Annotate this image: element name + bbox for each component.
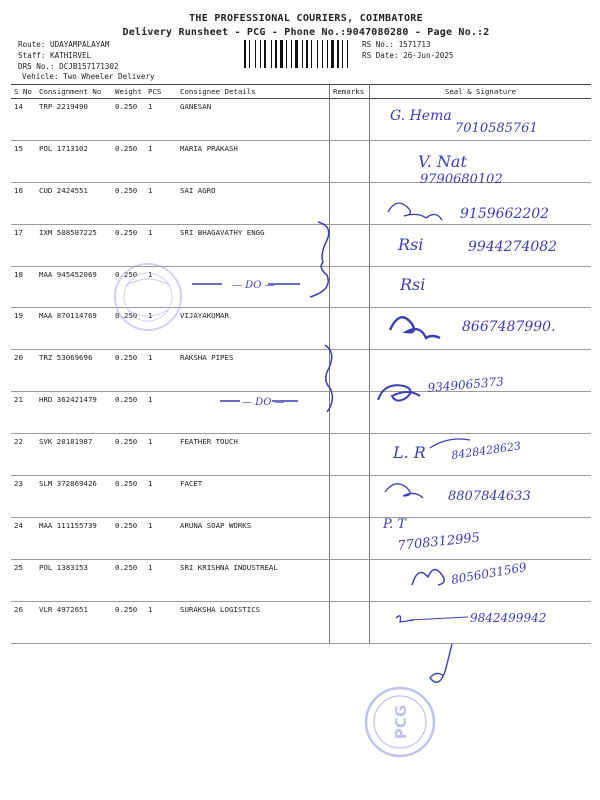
barcode-bar (317, 40, 318, 68)
weight-cell: 0.250 (112, 224, 145, 266)
barcode-bar (264, 40, 266, 68)
vehicle-label: Vehicle: Two Wheeler Delivery (22, 72, 155, 81)
consignee-cell (177, 266, 330, 308)
remarks-cell (330, 434, 370, 476)
consignment-cell: POL 1713102 (36, 140, 112, 182)
signature-cell (370, 434, 592, 476)
signature: Rsi (398, 235, 424, 254)
barcode-bar (271, 40, 272, 68)
column-header: PCS (145, 85, 177, 99)
consignee-cell: SAI AGRO (177, 182, 330, 224)
barcode-bar (255, 40, 256, 68)
sno-cell: 17 (11, 224, 36, 266)
signature-cell (370, 350, 592, 392)
pcs-cell: 1 (145, 266, 177, 308)
barcode-bar (249, 40, 250, 68)
phone-number: 9159662202 (460, 206, 550, 222)
signature-cell (370, 517, 592, 559)
sno-cell: 25 (11, 559, 36, 601)
consignee-cell: SRI KRISHNA INDUSTREAL (177, 559, 330, 601)
phone-number: 8056031569 (450, 559, 528, 587)
barcode-bar (331, 40, 334, 68)
consignment-cell: MAA 111155739 (36, 517, 112, 559)
rs-date: RS Date: 26-Jun-2025 (362, 51, 454, 60)
table-row (11, 99, 591, 141)
barcode-bar (311, 40, 312, 68)
pcs-cell: 1 (145, 99, 177, 141)
consignee-cell: RAKSHA PIPES (177, 350, 330, 392)
consignee-cell: FACET (177, 476, 330, 518)
signature: V. Nat (418, 152, 467, 171)
barcode-bar (302, 40, 303, 68)
consignment-cell: SLM 372869426 (36, 476, 112, 518)
route-label: Route: UDAYAMPALAYAM (18, 40, 110, 49)
pcs-cell: 1 (145, 559, 177, 601)
barcode-bar (306, 40, 308, 68)
pcs-cell: 1 (145, 517, 177, 559)
signature-cell (370, 559, 592, 601)
signature-cell (370, 476, 592, 518)
weight-cell: 0.250 (112, 99, 145, 141)
drs-number: DRS No.: DCJB157171302 (18, 62, 119, 71)
phone-number: 8667487990. (462, 319, 556, 335)
column-header: Seal & Signature (370, 85, 592, 99)
remarks-cell (330, 182, 370, 224)
column-header: Consignment No (36, 85, 112, 99)
consignment-cell: IXM 508587225 (36, 224, 112, 266)
table-row (11, 266, 591, 308)
remarks-cell (330, 99, 370, 141)
staff-label: Staff: KATHIRVEL (18, 51, 92, 60)
table-row (11, 476, 591, 518)
weight-cell: 0.250 (112, 476, 145, 518)
remarks-cell (330, 224, 370, 266)
column-header: Consignee Details (177, 85, 330, 99)
barcode-bar (295, 40, 298, 68)
weight-cell: 0.250 (112, 308, 145, 350)
barcode-bar (327, 40, 328, 68)
table-row (11, 601, 591, 643)
consignment-cell: VLR 4972651 (36, 601, 112, 643)
weight-cell: 0.250 (112, 601, 145, 643)
remarks-cell (330, 601, 370, 643)
table-header-row (11, 85, 591, 99)
signature-cell (370, 224, 592, 266)
consignee-cell: VIJAYAKUMAR (177, 308, 330, 350)
weight-cell: 0.250 (112, 559, 145, 601)
column-header: S No (11, 85, 36, 99)
barcode-bar (260, 40, 261, 68)
remarks-cell (330, 392, 370, 434)
column-header: Weight (112, 85, 145, 99)
phone-number: 9944274082 (468, 239, 558, 255)
table-row (11, 140, 591, 182)
signature-cell (370, 182, 592, 224)
barcode (244, 40, 356, 68)
table-row (11, 517, 591, 559)
ditto-mark: — DO — (242, 397, 285, 408)
signature: P. T (383, 517, 407, 532)
signature-cell (370, 308, 592, 350)
phone-number: 8428428623 (450, 439, 522, 462)
barcode-bar (244, 40, 246, 68)
signature-cell (370, 392, 592, 434)
table-row (11, 392, 591, 434)
barcode-bar (347, 40, 348, 68)
consignee-cell: GANESAN (177, 99, 330, 141)
pcs-cell: 1 (145, 308, 177, 350)
remarks-cell (330, 308, 370, 350)
weight-cell: 0.250 (112, 434, 145, 476)
weight-cell: 0.250 (112, 182, 145, 224)
consignment-cell: MAA 870114769 (36, 308, 112, 350)
consignment-cell: POL 1383153 (36, 559, 112, 601)
phone-number: 7010585761 (455, 121, 538, 136)
pcs-cell: 1 (145, 476, 177, 518)
table-row (11, 434, 591, 476)
consignee-cell: SRI BHAGAVATHY ENGG (177, 224, 330, 266)
consignment-cell: SVK 20181987 (36, 434, 112, 476)
sno-cell: 16 (11, 182, 36, 224)
consignee-cell (177, 392, 330, 434)
sno-cell: 18 (11, 266, 36, 308)
pcs-cell: 1 (145, 350, 177, 392)
signature-cell (370, 266, 592, 308)
table-row (11, 182, 591, 224)
signature-cell (370, 99, 592, 141)
sno-cell: 15 (11, 140, 36, 182)
remarks-cell (330, 559, 370, 601)
consignee-cell: SURAKSHA LOGISTICS (177, 601, 330, 643)
consignment-cell: CUD 2424551 (36, 182, 112, 224)
barcode-bar (275, 40, 277, 68)
sno-cell: 22 (11, 434, 36, 476)
runsheet-table (11, 84, 591, 644)
rs-number: RS No.: 1571713 (362, 40, 431, 49)
runsheet-subtitle: Delivery Runsheet - PCG - Phone No.:9047080280 - Page No.:2 (122, 27, 490, 38)
barcode-bar (322, 40, 323, 68)
barcode-bar (291, 40, 292, 68)
pcs-cell: 1 (145, 601, 177, 643)
phone-number: 9790680102 (420, 172, 503, 187)
svg-text:PCG: PCG (392, 704, 410, 740)
consignment-cell: HRD 362421479 (36, 392, 112, 434)
closing-signature (430, 644, 452, 682)
consignment-cell: MAA 945452069 (36, 266, 112, 308)
sno-cell: 14 (11, 99, 36, 141)
column-header: Remarks (330, 85, 370, 99)
remarks-cell (330, 476, 370, 518)
pcg-stamp (366, 688, 434, 756)
phone-number: 9842499942 (470, 611, 547, 625)
weight-cell: 0.250 (112, 350, 145, 392)
table-row (11, 224, 591, 266)
remarks-cell (330, 266, 370, 308)
consignment-cell: TRZ 53069696 (36, 350, 112, 392)
signature-cell (370, 140, 592, 182)
signature-cell (370, 601, 592, 643)
signature: G. Hema (390, 108, 452, 124)
sno-cell: 19 (11, 308, 36, 350)
remarks-cell (330, 140, 370, 182)
signature: L. R (393, 443, 426, 462)
signature: Rsi (400, 275, 426, 294)
phone-number: 9349065373 (427, 374, 505, 395)
phone-number: 7708312995 (396, 530, 481, 554)
barcode-bar (337, 40, 339, 68)
pcs-cell: 1 (145, 224, 177, 266)
pcs-cell: 1 (145, 140, 177, 182)
pcs-cell: 1 (145, 392, 177, 434)
weight-cell: 0.250 (112, 517, 145, 559)
sno-cell: 23 (11, 476, 36, 518)
company-title: THE PROFESSIONAL COURIERS, COIMBATORE (189, 13, 423, 24)
remarks-cell (330, 517, 370, 559)
table-row (11, 350, 591, 392)
weight-cell: 0.250 (112, 266, 145, 308)
barcode-bar (286, 40, 287, 68)
table-row (11, 308, 591, 350)
pcs-cell: 1 (145, 434, 177, 476)
consignment-cell: TRP 2219490 (36, 99, 112, 141)
barcode-bar (280, 40, 283, 68)
sno-cell: 26 (11, 601, 36, 643)
phone-number: 8807844633 (448, 489, 531, 504)
sno-cell: 24 (11, 517, 36, 559)
consignee-cell: ARUNA SOAP WORKS (177, 517, 330, 559)
consignee-cell: FEATHER TOUCH (177, 434, 330, 476)
remarks-cell (330, 350, 370, 392)
ditto-mark: — DO — (232, 280, 275, 291)
weight-cell: 0.250 (112, 392, 145, 434)
table-row (11, 559, 591, 601)
pcs-cell: 1 (145, 182, 177, 224)
sno-cell: 21 (11, 392, 36, 434)
weight-cell: 0.250 (112, 140, 145, 182)
sno-cell: 20 (11, 350, 36, 392)
consignee-cell: MARIA PRAKASH (177, 140, 330, 182)
barcode-bar (342, 40, 343, 68)
